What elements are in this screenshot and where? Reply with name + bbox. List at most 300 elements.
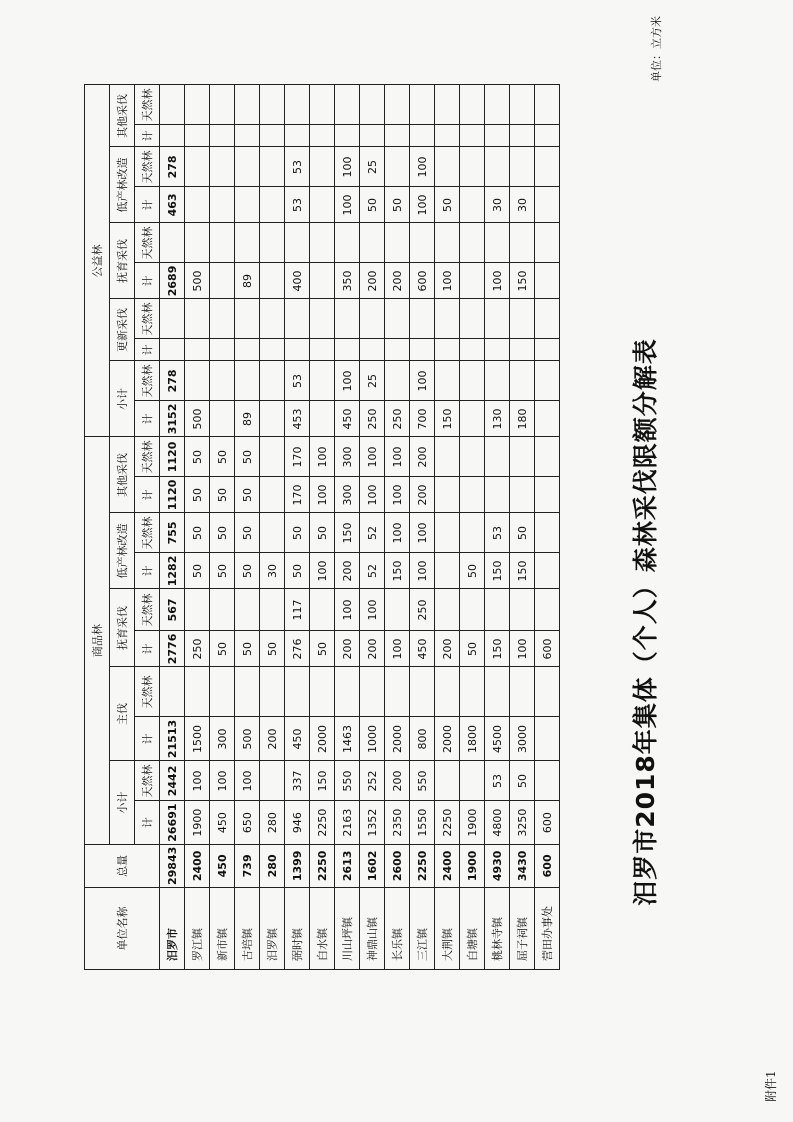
- table-cell: [310, 147, 335, 187]
- row-unit-name: 桃林寺镇: [485, 888, 510, 970]
- table-cell: [310, 125, 335, 147]
- table-row: [260, 85, 285, 970]
- table-cell: 100: [510, 631, 535, 667]
- header-public-tending: 抚育采伐: [110, 223, 135, 299]
- table-cell: 100: [335, 147, 360, 187]
- table-cell: [535, 147, 560, 187]
- table-cell: 300: [335, 437, 360, 477]
- table-cell: [510, 85, 535, 125]
- table-cell: 1120: [160, 437, 185, 477]
- table-cell: 100: [310, 477, 335, 513]
- table-cell: 3000: [510, 717, 535, 761]
- table-cell: 150: [485, 631, 510, 667]
- header-renewal: 更新采伐: [110, 299, 135, 361]
- table-cell: [260, 361, 285, 401]
- row-unit-name: 白塘镇: [460, 888, 485, 970]
- row-unit-name: 营田办事处: [535, 888, 560, 970]
- table-cell: [535, 477, 560, 513]
- table-cell: 50: [210, 553, 235, 589]
- table-row: [160, 85, 185, 970]
- table-cell: [460, 339, 485, 361]
- table-cell: 250: [360, 401, 385, 437]
- row-total: 2400: [435, 844, 460, 887]
- table-cell: [510, 437, 535, 477]
- table-cell: 50: [210, 477, 235, 513]
- table-cell: 30: [510, 187, 535, 223]
- table-cell: 278: [160, 147, 185, 187]
- table-cell: [235, 223, 260, 263]
- table-cell: [260, 477, 285, 513]
- table-cell: 150: [310, 761, 335, 801]
- table-cell: 30: [485, 187, 510, 223]
- table-cell: [435, 513, 460, 553]
- table-cell: [535, 223, 560, 263]
- table-cell: [510, 125, 535, 147]
- table-cell: [435, 85, 460, 125]
- table-cell: [460, 401, 485, 437]
- table-cell: 50: [460, 553, 485, 589]
- table-cell: [335, 339, 360, 361]
- table-cell: [335, 125, 360, 147]
- table-cell: 200: [385, 263, 410, 299]
- table-cell: 1352: [360, 801, 385, 844]
- table-cell: [485, 339, 510, 361]
- table-cell: [260, 263, 285, 299]
- header-ji: 计: [135, 401, 160, 437]
- table-cell: [310, 361, 335, 401]
- table-cell: [485, 477, 510, 513]
- header-natural: 天然林: [135, 589, 160, 631]
- table-cell: [485, 437, 510, 477]
- table-cell: 100: [410, 147, 435, 187]
- table-cell: 800: [410, 717, 435, 761]
- table-cell: [410, 223, 435, 263]
- table-cell: 150: [485, 553, 510, 589]
- table-cell: 300: [335, 477, 360, 513]
- table-cell: [210, 147, 235, 187]
- table-cell: 100: [335, 187, 360, 223]
- table-cell: [410, 85, 435, 125]
- table-cell: [460, 589, 485, 631]
- header-ji: 计: [135, 477, 160, 513]
- table-cell: [460, 299, 485, 339]
- table-cell: 53: [285, 187, 310, 223]
- table-cell: [285, 299, 310, 339]
- table-row: [485, 85, 510, 970]
- header-public-low-yield: 低产林改造: [110, 147, 135, 223]
- header-public-other: 其他采伐: [110, 85, 135, 147]
- table-cell: 150: [435, 401, 460, 437]
- table-cell: [535, 589, 560, 631]
- table-cell: [535, 553, 560, 589]
- table-cell: 21513: [160, 717, 185, 761]
- table-cell: [360, 125, 385, 147]
- table-cell: 400: [285, 263, 310, 299]
- table-cell: [410, 339, 435, 361]
- table-cell: [435, 437, 460, 477]
- header-ji: 计: [135, 717, 160, 761]
- row-unit-name: 神鼎山镇: [360, 888, 385, 970]
- header-public: 公益林: [85, 85, 110, 437]
- table-cell: [460, 667, 485, 717]
- table-cell: 180: [510, 401, 535, 437]
- table-cell: 25: [360, 147, 385, 187]
- table-cell: 170: [285, 477, 310, 513]
- header-commercial-low-yield: 低产林改造: [110, 513, 135, 589]
- table-cell: 276: [285, 631, 310, 667]
- table-cell: 100: [235, 761, 260, 801]
- table-cell: 252: [360, 761, 385, 801]
- header-ji: 计: [135, 631, 160, 667]
- table-cell: [510, 299, 535, 339]
- table-cell: [210, 223, 235, 263]
- table-cell: 1282: [160, 553, 185, 589]
- table-cell: 50: [185, 553, 210, 589]
- table-cell: 50: [235, 553, 260, 589]
- table-cell: 300: [210, 717, 235, 761]
- table-cell: 100: [385, 513, 410, 553]
- table-cell: 280: [260, 801, 285, 844]
- table-cell: 100: [360, 477, 385, 513]
- table-cell: 200: [335, 631, 360, 667]
- table-cell: [260, 223, 285, 263]
- table-cell: 600: [410, 263, 435, 299]
- table-cell: 100: [435, 263, 460, 299]
- table-cell: 100: [335, 361, 360, 401]
- table-cell: 450: [335, 401, 360, 437]
- table-row: [535, 85, 560, 970]
- row-total: 2250: [310, 844, 335, 887]
- row-total: 1602: [360, 844, 385, 887]
- table-cell: 30: [260, 553, 285, 589]
- table-cell: [285, 339, 310, 361]
- table-cell: 600: [535, 631, 560, 667]
- table-cell: [185, 667, 210, 717]
- table-cell: [435, 125, 460, 147]
- header-commercial-other: 其他采伐: [110, 437, 135, 513]
- table-row: [210, 85, 235, 970]
- header-unit-name: 单位名称: [85, 888, 160, 970]
- sub-header-row: [135, 85, 160, 970]
- table-cell: 89: [235, 263, 260, 299]
- table-cell: 50: [310, 631, 335, 667]
- table-cell: [510, 361, 535, 401]
- table-cell: [385, 223, 410, 263]
- row-total: 739: [235, 844, 260, 887]
- table-cell: 130: [485, 401, 510, 437]
- table-cell: [235, 85, 260, 125]
- table-cell: [460, 147, 485, 187]
- table-cell: [485, 85, 510, 125]
- table-cell: [260, 339, 285, 361]
- header-commercial: 商品林: [85, 437, 110, 844]
- table-cell: [185, 125, 210, 147]
- table-cell: [210, 85, 235, 125]
- table-cell: 50: [285, 513, 310, 553]
- table-cell: [210, 299, 235, 339]
- row-unit-name: 大荆镇: [435, 888, 460, 970]
- row-total: 2613: [335, 844, 360, 887]
- header-ji: 计: [135, 553, 160, 589]
- table-cell: [210, 187, 235, 223]
- table-cell: [435, 589, 460, 631]
- table-cell: [435, 147, 460, 187]
- table-cell: [435, 761, 460, 801]
- table-cell: [310, 223, 335, 263]
- row-total: 2250: [410, 844, 435, 887]
- header-natural: 天然林: [135, 299, 160, 339]
- table-cell: 1120: [160, 477, 185, 513]
- table-cell: 250: [385, 401, 410, 437]
- row-unit-name: 古培镇: [235, 888, 260, 970]
- table-cell: 550: [410, 761, 435, 801]
- table-cell: [410, 299, 435, 339]
- table-cell: [210, 361, 235, 401]
- row-unit-name: 川山坪镇: [335, 888, 360, 970]
- row-total: 280: [260, 844, 285, 887]
- table-row: [360, 85, 385, 970]
- row-total: 1399: [285, 844, 310, 887]
- quota-table: [84, 84, 560, 970]
- table-cell: 2163: [335, 801, 360, 844]
- table-cell: [485, 361, 510, 401]
- table-cell: 150: [510, 553, 535, 589]
- unit-label: 单位：立方米: [650, 16, 663, 82]
- table-cell: 117: [285, 589, 310, 631]
- row-unit-name: 屈子祠镇: [510, 888, 535, 970]
- table-cell: 450: [285, 717, 310, 761]
- table-cell: [210, 125, 235, 147]
- header-natural: 天然林: [135, 223, 160, 263]
- table-cell: [235, 125, 260, 147]
- table-cell: 50: [235, 631, 260, 667]
- table-cell: [460, 223, 485, 263]
- table-cell: [460, 361, 485, 401]
- table-cell: 200: [435, 631, 460, 667]
- table-cell: [160, 85, 185, 125]
- table-cell: [410, 667, 435, 717]
- table-cell: [185, 187, 210, 223]
- header-commercial-tending: 抚育采伐: [110, 589, 135, 667]
- table-cell: [210, 263, 235, 299]
- table-cell: 150: [510, 263, 535, 299]
- table-cell: [385, 589, 410, 631]
- table-cell: [485, 147, 510, 187]
- table-cell: [460, 125, 485, 147]
- header-ji: 计: [135, 187, 160, 223]
- table-row: [335, 85, 360, 970]
- table-cell: 946: [285, 801, 310, 844]
- header-natural: 天然林: [135, 667, 160, 717]
- table-cell: [510, 339, 535, 361]
- table-cell: 1550: [410, 801, 435, 844]
- header-natural: 天然林: [135, 361, 160, 401]
- table-cell: [485, 125, 510, 147]
- table-cell: 50: [235, 437, 260, 477]
- table-cell: [385, 667, 410, 717]
- table-cell: [535, 263, 560, 299]
- table-cell: 278: [160, 361, 185, 401]
- table-cell: 463: [160, 187, 185, 223]
- table-cell: [310, 85, 335, 125]
- table-cell: [460, 437, 485, 477]
- row-unit-name: 长乐镇: [385, 888, 410, 970]
- table-cell: 1000: [360, 717, 385, 761]
- table-cell: 53: [485, 761, 510, 801]
- table-cell: 50: [310, 513, 335, 553]
- table-cell: [310, 263, 335, 299]
- table-row: [435, 85, 460, 970]
- table-cell: [335, 299, 360, 339]
- table-cell: 2776: [160, 631, 185, 667]
- table-cell: [210, 667, 235, 717]
- table-cell: 350: [335, 263, 360, 299]
- table-cell: [535, 513, 560, 553]
- table-cell: 567: [160, 589, 185, 631]
- row-unit-name: 罗江镇: [185, 888, 210, 970]
- table-cell: 150: [385, 553, 410, 589]
- table-cell: [310, 401, 335, 437]
- table-cell: 150: [335, 513, 360, 553]
- table-cell: 337: [285, 761, 310, 801]
- table-cell: 1900: [460, 801, 485, 844]
- table-cell: 50: [210, 513, 235, 553]
- table-cell: [260, 125, 285, 147]
- header-natural: 天然林: [135, 147, 160, 187]
- row-total: 29843: [160, 844, 185, 887]
- table-cell: 53: [285, 147, 310, 187]
- table-cell: 1800: [460, 717, 485, 761]
- header-public-subtotal: 小计: [110, 361, 135, 437]
- table-body: [160, 85, 560, 970]
- table-cell: [235, 339, 260, 361]
- table-cell: [535, 125, 560, 147]
- table-cell: 100: [485, 263, 510, 299]
- table-cell: [185, 223, 210, 263]
- row-total: 1900: [460, 844, 485, 887]
- table-cell: [260, 401, 285, 437]
- table-cell: [485, 667, 510, 717]
- table-cell: 50: [235, 513, 260, 553]
- table-cell: 100: [410, 553, 435, 589]
- table-cell: [510, 589, 535, 631]
- header-natural: 天然林: [135, 85, 160, 125]
- table-cell: 53: [285, 361, 310, 401]
- table-cell: [260, 147, 285, 187]
- table-cell: [510, 667, 535, 717]
- table-cell: [185, 147, 210, 187]
- table-cell: 25: [360, 361, 385, 401]
- row-unit-name: 弼时镇: [285, 888, 310, 970]
- table-cell: [260, 187, 285, 223]
- table-cell: 3152: [160, 401, 185, 437]
- table-cell: [460, 477, 485, 513]
- table-cell: [310, 667, 335, 717]
- table-cell: 50: [285, 553, 310, 589]
- table-cell: 550: [335, 761, 360, 801]
- table-cell: [460, 263, 485, 299]
- table-cell: 500: [185, 263, 210, 299]
- table-cell: [510, 147, 535, 187]
- table-cell: [210, 339, 235, 361]
- table-cell: 50: [385, 187, 410, 223]
- table-cell: 2689: [160, 263, 185, 299]
- table-cell: [385, 361, 410, 401]
- table-cell: [285, 223, 310, 263]
- table-cell: [185, 85, 210, 125]
- table-cell: [535, 299, 560, 339]
- table-cell: 2250: [435, 801, 460, 844]
- table-cell: [285, 125, 310, 147]
- table-cell: 100: [185, 761, 210, 801]
- header-commercial-subtotal: 小计: [110, 761, 135, 844]
- table-cell: 1463: [335, 717, 360, 761]
- table-cell: 250: [410, 589, 435, 631]
- table-cell: [260, 589, 285, 631]
- table-cell: [160, 339, 185, 361]
- table-cell: 600: [535, 801, 560, 844]
- row-unit-name: 三江镇: [410, 888, 435, 970]
- header-ji: 计: [135, 263, 160, 299]
- table-cell: [535, 339, 560, 361]
- table-cell: 2442: [160, 761, 185, 801]
- row-unit-name: 汨罗市: [160, 888, 185, 970]
- table-cell: 450: [210, 801, 235, 844]
- table-cell: 52: [360, 513, 385, 553]
- table-cell: [510, 477, 535, 513]
- table-cell: [235, 667, 260, 717]
- table-cell: 200: [410, 477, 435, 513]
- table-cell: 200: [335, 553, 360, 589]
- table-cell: [310, 187, 335, 223]
- table-cell: [460, 761, 485, 801]
- table-cell: [360, 339, 385, 361]
- table-cell: [435, 223, 460, 263]
- table-cell: [160, 125, 185, 147]
- table-cell: 100: [310, 437, 335, 477]
- table-cell: 50: [510, 513, 535, 553]
- table-cell: [235, 147, 260, 187]
- table-cell: 50: [360, 187, 385, 223]
- table-cell: [335, 85, 360, 125]
- table-cell: [235, 589, 260, 631]
- table-cell: 50: [235, 477, 260, 513]
- table-cell: [235, 187, 260, 223]
- table-cell: [260, 299, 285, 339]
- row-unit-name: 汨罗镇: [260, 888, 285, 970]
- table-cell: 1500: [185, 717, 210, 761]
- row-total: 450: [210, 844, 235, 887]
- table-cell: 50: [510, 761, 535, 801]
- table-cell: [435, 339, 460, 361]
- table-cell: 100: [410, 361, 435, 401]
- table-cell: 100: [310, 553, 335, 589]
- table-row: [310, 85, 335, 970]
- table-cell: 2000: [310, 717, 335, 761]
- table-cell: [235, 361, 260, 401]
- table-cell: [260, 761, 285, 801]
- table-cell: [535, 401, 560, 437]
- table-cell: [310, 299, 335, 339]
- table-cell: [335, 667, 360, 717]
- table-cell: 200: [260, 717, 285, 761]
- table-cell: 250: [185, 631, 210, 667]
- table-cell: [535, 761, 560, 801]
- table-cell: [385, 125, 410, 147]
- table-row: [235, 85, 260, 970]
- table-cell: [260, 437, 285, 477]
- table-cell: 4500: [485, 717, 510, 761]
